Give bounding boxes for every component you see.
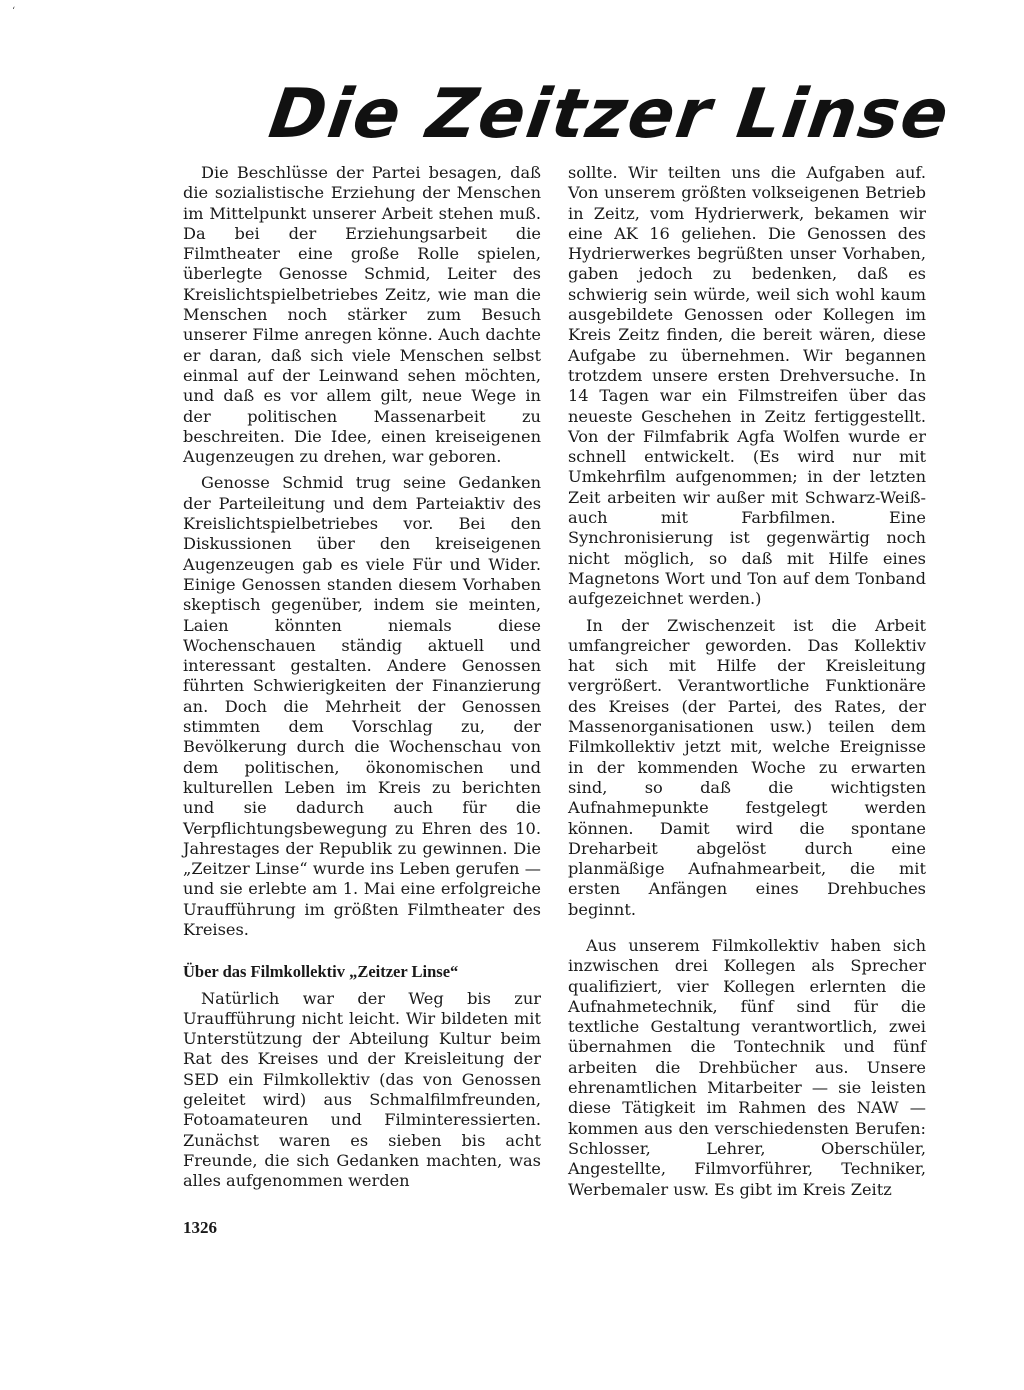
right-column [568,163,926,1200]
paragraph: sollte. Wir teilten uns die Aufgaben auf. Von unserem größten volkseigenen Betrieb in Zeitz, vom Hydrierwerk, bekamen wir eine AK 16 geliehen. Die Genossen des Hydrierwerkes begrüßten unser Vorhaben, gaben jedoch zu bedenken, daß es schwierig sein würde, weil sich wohl kaum ausgebildete Genossen oder Kollegen im Kreis Zeitz finden, die bereit wären, diese Aufgabe zu übernehmen. Wir begannen trotzdem unsere ersten Drehversuche. In 14 Tagen war ein Filmstreifen über das neueste Geschehen in Zeitz fertiggestellt. Von der Filmfabrik Agfa Wolfen wurde er schnell entwickelt. (Es wird nur mit Umkehrfilm aufgenommen; in der letzten Zeit arbeiten wir außer mit Schwarz-Weiß- auch mit Farbfilmen. Eine Synchronisierung ist gegenwärtig noch nicht möglich, so daß mit Hilfe eines Magnetons Wort und Ton auf dem Tonband aufgezeichnet werden.) [568,163,926,609]
left-column [183,163,541,1192]
paragraph: Die Beschlüsse der Partei besagen, daß die sozialistische Erziehung der Menschen im Mittelpunkt unserer Arbeit stehen muß. Da bei der Erziehungsarbeit die Filmtheater eine große Rolle spielen, überlegte Genosse Schmid, Leiter des Kreislichtspielbetriebes Zeitz, wie man die Menschen noch stärker zum Besuch unserer Filme anregen könne. Auch dachte er daran, daß sich viele Menschen selbst einmal auf der Leinwand sehen möchten, und daß es vor allem gilt, neue Wege in der politischen Massenarbeit zu beschreiten. Die Idee, einen kreiseigenen Augenzeugen zu drehen, war geboren. [183,163,541,467]
paragraph: In der Zwischenzeit ist die Arbeit umfangreicher geworden. Das Kollektiv hat sich mit Hilfe der Kreisleitung vergrößert. Verantwortliche Funktionäre des Kreises (der Partei, des Rates, der Massenorganisationen usw.) teilen dem Filmkollektiv jetzt mit, welche Ereignisse in der kommenden Woche zu erwarten sind, so daß die wichtigsten Aufnahmepunkte festgelegt werden können. Damit wird die spontane Dreharbeit abgelöst durch eine planmäßige Aufnahmearbeit, die mit ersten Anfängen eines Drehbuches beginnt. [568,615,926,919]
paragraph: Natürlich war der Weg bis zur Uraufführung nicht leicht. Wir bildeten mit Unterstützung der Abteilung Kultur beim Rat des Kreises und der Kreisleitung der SED ein Filmkollektiv (das von Genossen geleitet wird) aus Schmalfilmfreunden, Fotoamateuren und Filminteressierten. Zunächst waren es sieben bis acht Freunde, die sich Gedanken machten, was alles aufgenommen werden [183,988,541,1191]
paragraph: Genosse Schmid trug seine Gedanken der Parteileitung und dem Parteiaktiv des Kreislichtspielbetriebes vor. Bei den Diskussionen über den kreiseigenen Augenzeugen gab es viele Für und Wider. Einige Genossen standen diesem Vorhaben skeptisch gegenüber, indem sie meinten, Laien könnten niemals diese Wochenschauen ständig aktuell und interessant gestalten. Andere Genossen führten Schwierigkeiten der Finanzierung an. Doch die Mehrheit der Genossen stimmten dem Vorschlag zu, der Bevölkerung durch die Wochenschau von dem politischen, ökonomischen und kulturellen Leben im Kreis zu berichten und sie dadurch auch für die Verpflichtungsbewegung zu Ehren des 10. Jahrestages der Republik zu gewinnen. Die „Zeitzer Linse“ wurde ins Leben gerufen — und sie erlebte am 1. Mai eine erfolgreiche Uraufführung im größten Filmtheater des Kreises. [183,473,541,939]
corner-mark: ʻ [12,6,16,17]
section-heading: Über das Filmkollektiv „Zeitzer Linse“ [183,962,459,982]
article-title: Die Zeitzer Linse [264,75,955,154]
page-number: 1326 [183,1218,217,1237]
paragraph: Aus unserem Filmkollektiv haben sich inzwischen drei Kollegen als Sprecher qualifiziert, vier Kollegen erlernten die Aufnahmetechnik, fünf sind für die textliche Gestaltung verantwortlich, zwei übernahmen die Tontechnik und fünf arbeiten die Drehbücher aus. Unsere ehrenamtlichen Mitarbeiter — sie leisten diese Tätigkeit im Rahmen des NAW — kommen aus den verschiedensten Berufen: Schlosser, Lehrer, Oberschüler, Angestellte, Filmvorführer, Techniker, Werbemaler usw. Es gibt im Kreis Zeitz [568,935,926,1199]
